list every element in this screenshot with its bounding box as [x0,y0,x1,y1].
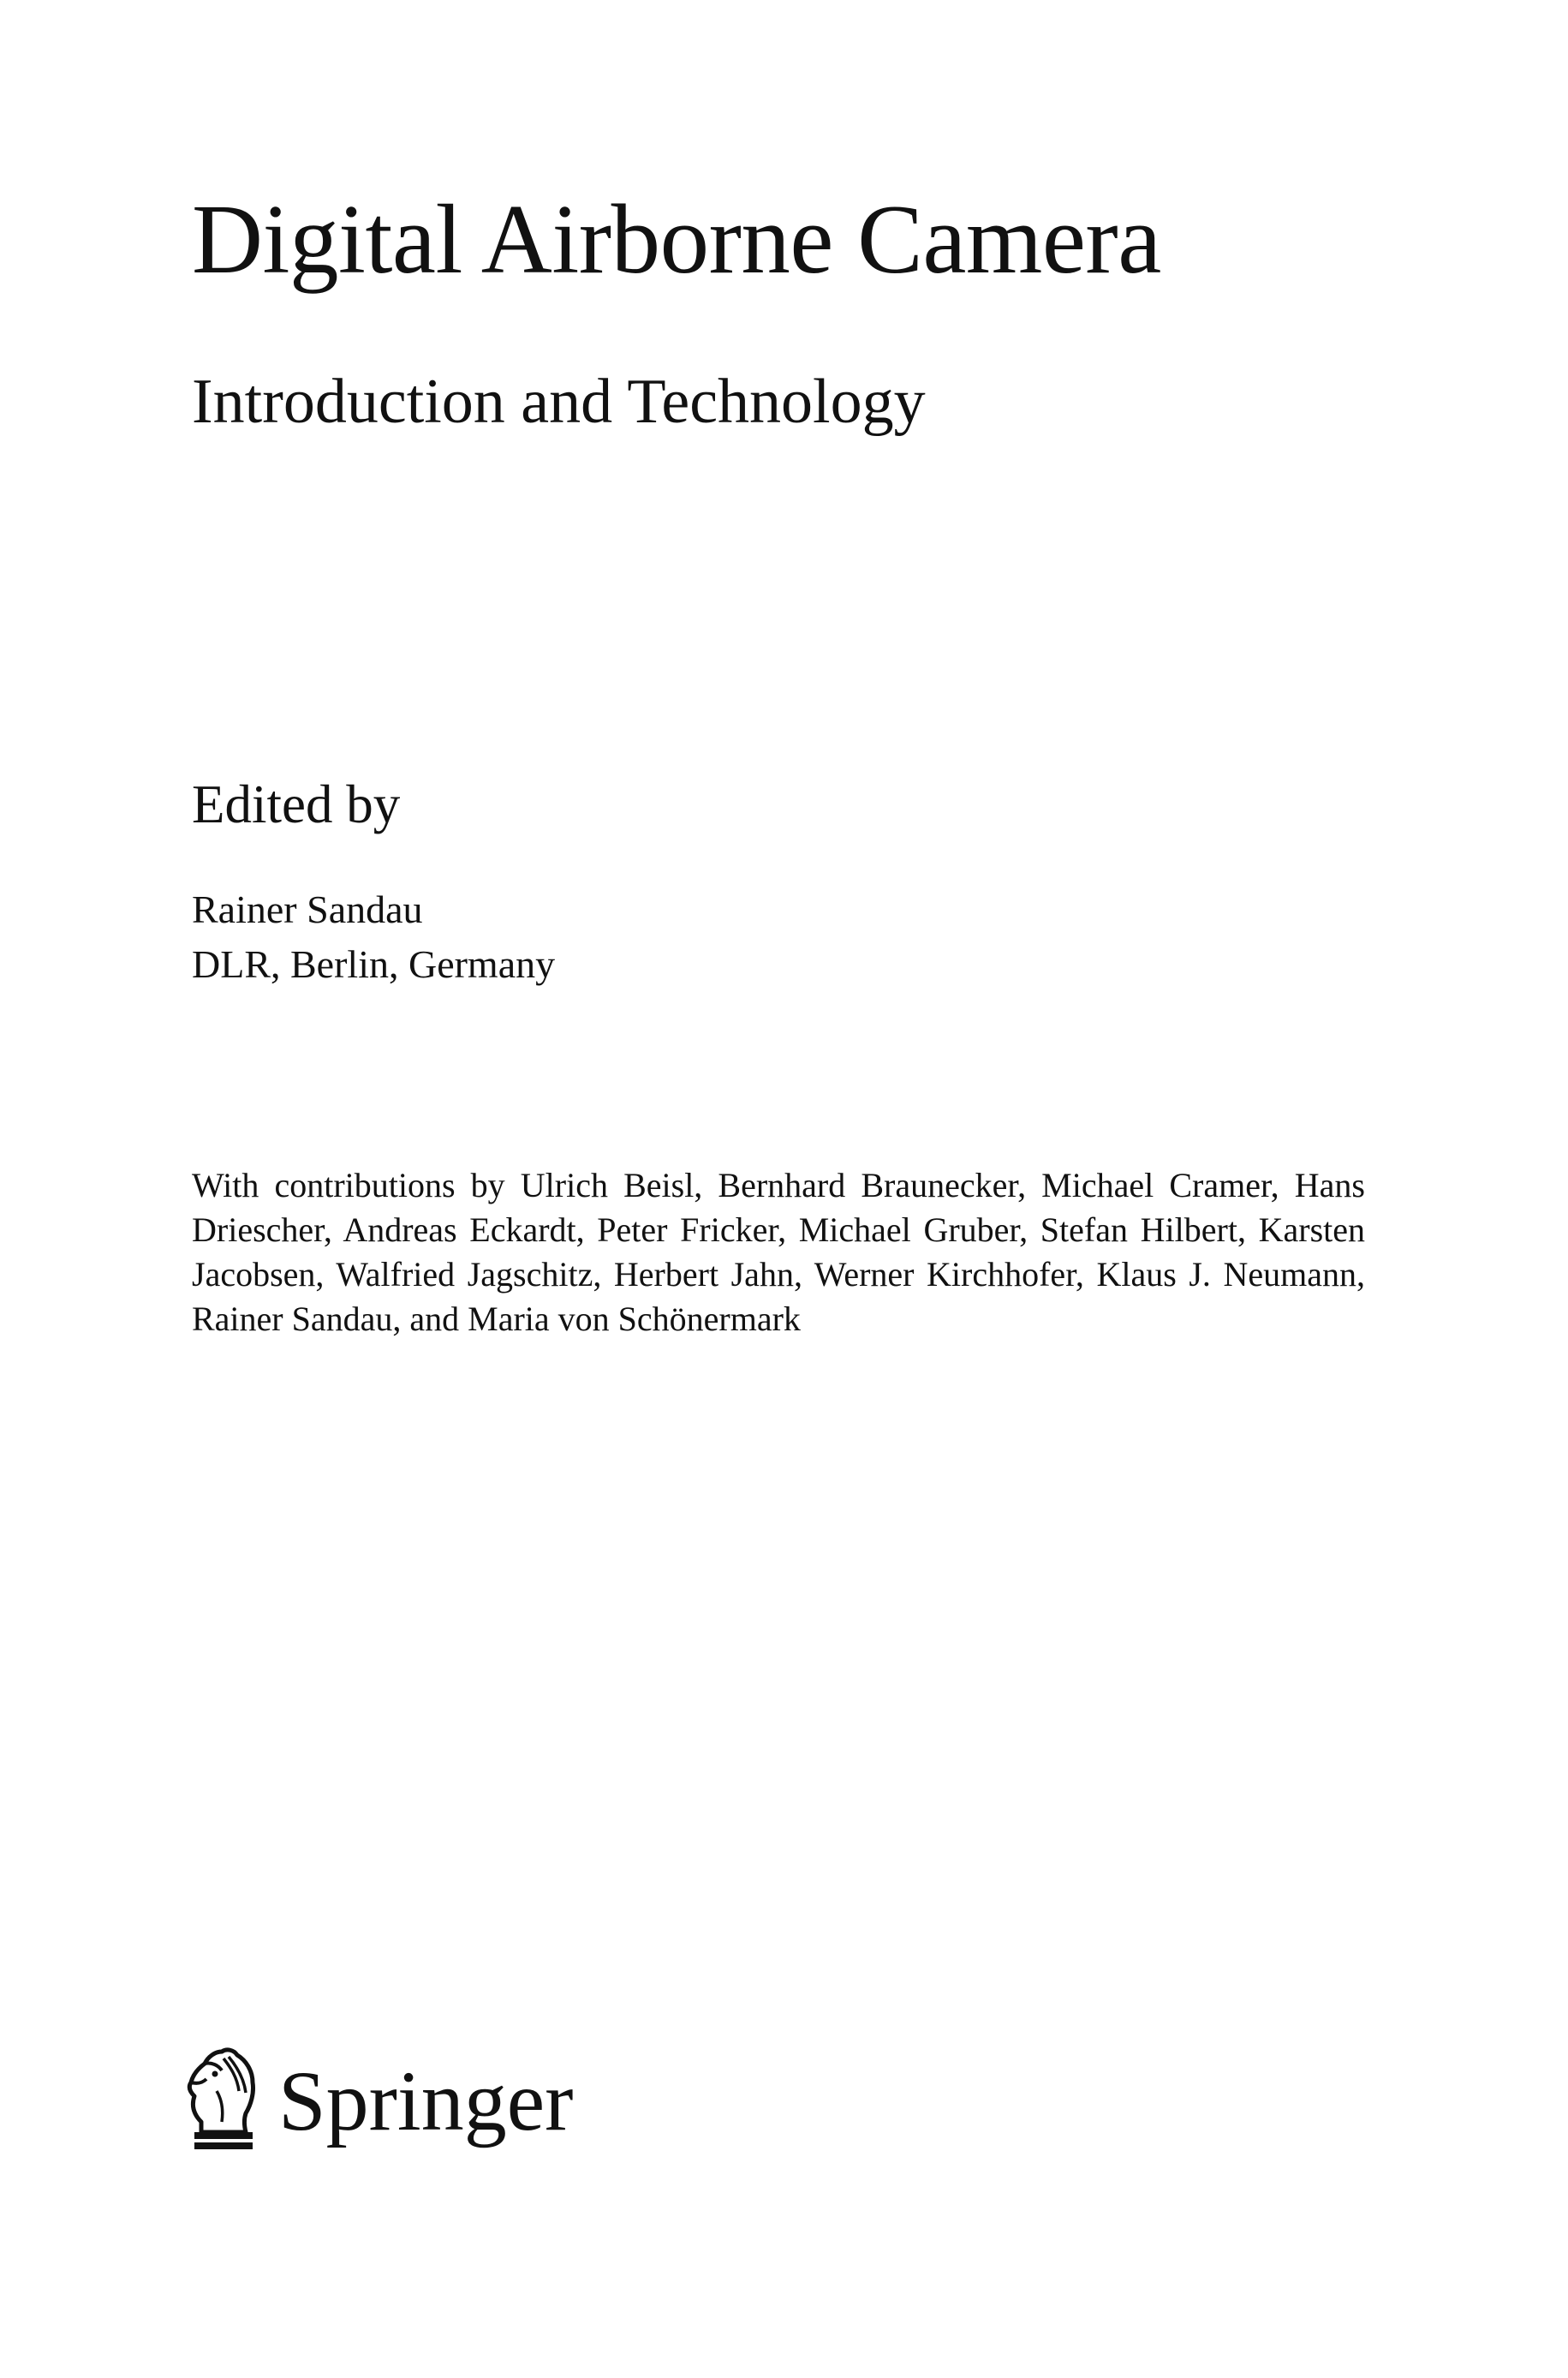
editor-name: Rainer Sandau [192,887,423,931]
contributors-text: With contributions by Ulrich Beisl, Bernhard Braunecker, Michael Cramer, Hans Driescher, Andreas Eckardt, Peter Fricker, Michael Gruber, Stefan Hilbert, Karsten Jacobsen, Walfried Jagschitz, Herbert Jahn, Werner Kirchhofer, Klaus J. Neumann, Rainer Sandau, and Maria von Schönermark [192,1166,1365,1338]
book-subtitle: Introduction and Technology [192,367,926,437]
springer-chess-knight-icon [176,2043,270,2153]
publisher-imprint [176,2043,573,2153]
publisher-name: Springer [278,2053,574,2148]
editor-affiliation: DLR, Berlin, Germany [192,942,556,986]
book-title: Digital Airborne Camera [192,185,1161,294]
editor-block [192,882,555,992]
edited-by-label: Edited by [192,774,401,834]
